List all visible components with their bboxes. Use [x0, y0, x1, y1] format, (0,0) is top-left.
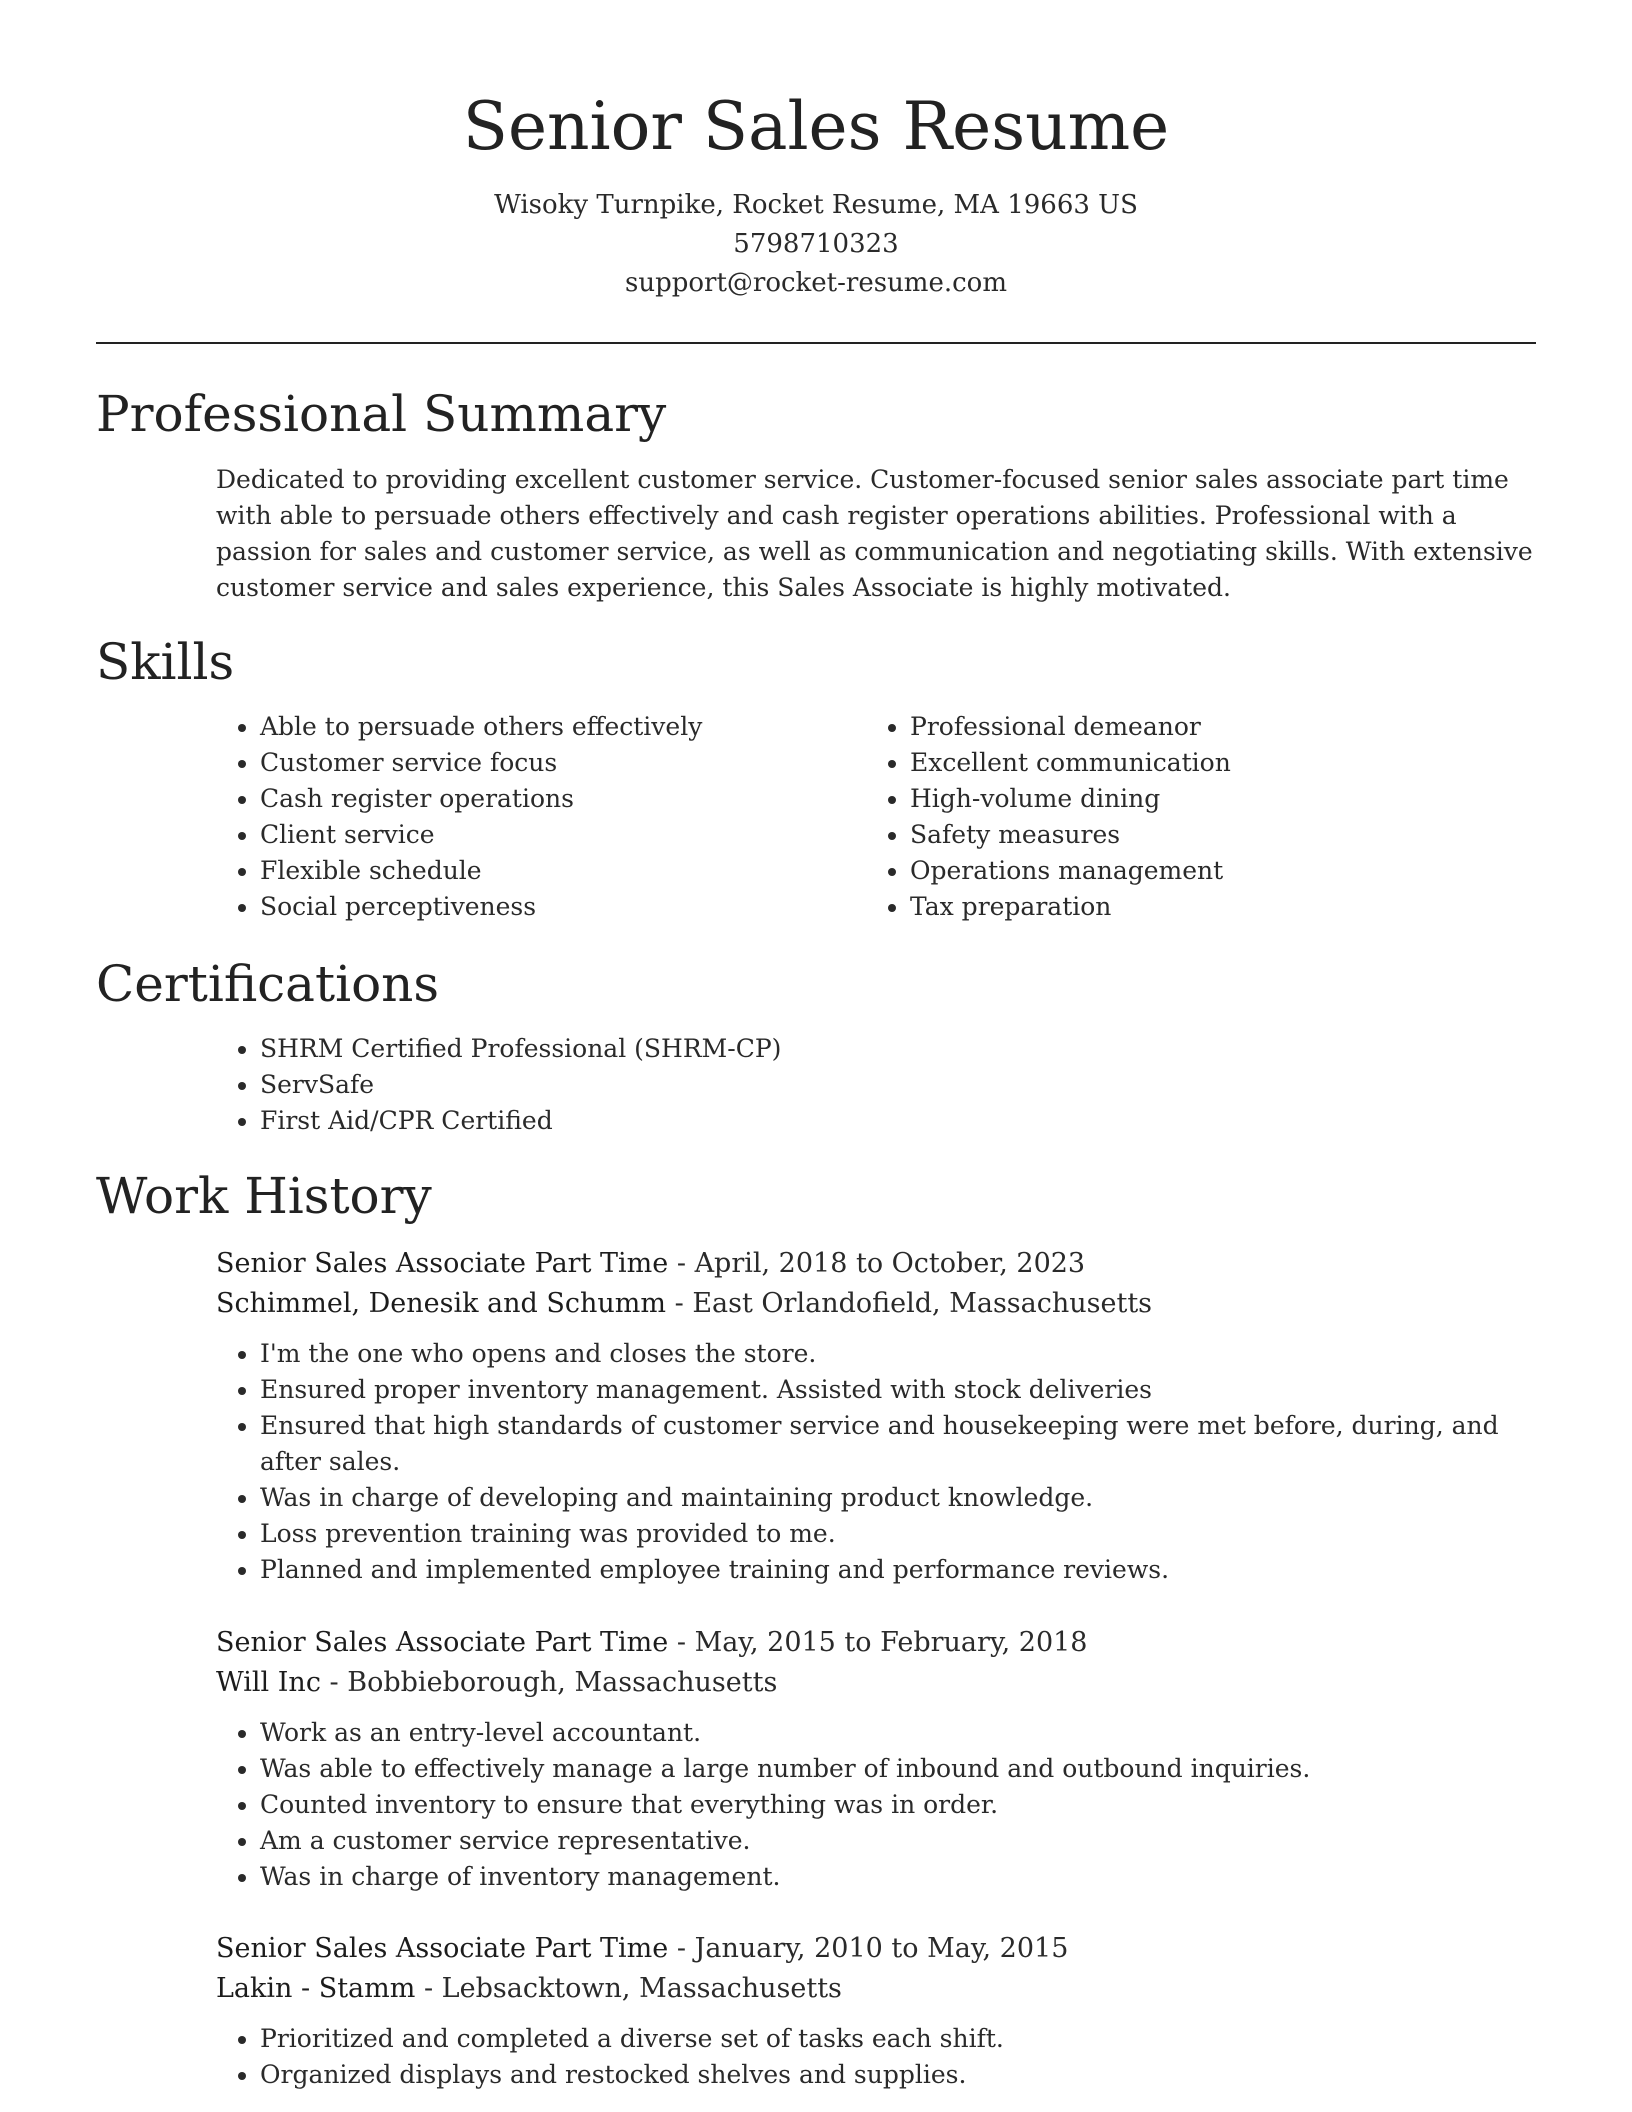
skill-item: • Safety measures	[910, 817, 1506, 853]
skill-item: • Cash register operations	[260, 781, 856, 817]
skill-item: • Flexible schedule	[260, 853, 856, 889]
job-duty: • I'm the one who opens and closes the store.	[260, 1336, 1536, 1372]
job-separator: -	[676, 1248, 695, 1279]
skills-list-right	[866, 709, 1506, 925]
job-duty: • Planned and implemented employee training and performance reviews.	[260, 1552, 1536, 1588]
job-duty: • Ensured that high standards of customer service and housekeeping were met before, during, and after sales.	[260, 1408, 1536, 1480]
job-separator: -	[676, 1627, 695, 1658]
job-company-line	[216, 1663, 1536, 1703]
job-duty: • Was able to effectively manage a large number of inbound and outbound inquiries.	[260, 1751, 1536, 1787]
skill-item: • Professional demeanor	[910, 709, 1506, 745]
job-title: Senior Sales Associate Part Time	[216, 1248, 669, 1279]
skill-item: • Customer service focus	[260, 745, 856, 781]
job-title: Senior Sales Associate Part Time	[216, 1627, 669, 1658]
job-duty: • Organized displays and restocked shelves and supplies.	[260, 2057, 1536, 2093]
job-duty: • Ensured proper inventory management. Assisted with stock deliveries	[260, 1372, 1536, 1408]
job-title-line	[216, 1623, 1536, 1663]
job-duties-list	[216, 2021, 1536, 2093]
summary-text: Dedicated to providing excellent customer service. Customer-focused senior sales associate part time with able to persuade others effectively and cash register operations abilities. Professional with a passion for sales and customer service, as well as communication and negotiating skills. With extensive customer service and sales experience, this Sales Associate is highly motivated.	[216, 465, 1533, 602]
skills-column-left	[216, 709, 856, 925]
resume-header	[0, 82, 1632, 303]
certifications-block	[216, 1031, 1516, 1139]
job-duty: • Counted inventory to ensure that everything was in order.	[260, 1787, 1536, 1823]
job-separator: -	[674, 1288, 693, 1319]
job-company: Lakin - Stamm	[216, 1973, 416, 2004]
job-separator: -	[676, 1933, 695, 1964]
contact-phone: 5798710323	[733, 229, 899, 259]
skill-item: • Social perceptiveness	[260, 889, 856, 925]
job-dates: May, 2015 to February, 2018	[694, 1627, 1088, 1658]
skills-column-right	[866, 709, 1506, 925]
job-duty: • Was in charge of developing and maintaining product knowledge.	[260, 1480, 1536, 1516]
job-location: Bobbieborough, Massachusetts	[347, 1667, 778, 1698]
job-duties-list	[216, 1715, 1536, 1895]
certifications-list	[216, 1031, 1516, 1139]
job-entry	[216, 1929, 1536, 2093]
certification-item: • ServSafe	[260, 1067, 1516, 1103]
contact-address: Wisoky Turnpike, Rocket Resume, MA 19663 US	[494, 190, 1138, 220]
job-title-line	[216, 1929, 1536, 1969]
skill-item: • Client service	[260, 817, 856, 853]
job-duty: • Loss prevention training was provided to me.	[260, 1516, 1536, 1552]
skills-list-left	[216, 709, 856, 925]
job-separator: -	[329, 1667, 348, 1698]
work-history-heading: Work History	[96, 1167, 432, 1225]
job-separator: -	[423, 1973, 442, 2004]
contact-email: support@rocket-resume.com	[624, 268, 1007, 298]
job-location: Lebsacktown, Massachusetts	[441, 1973, 842, 2004]
job-duty: • Prioritized and completed a diverse set of tasks each shift.	[260, 2021, 1536, 2057]
job-entry	[216, 1244, 1536, 1588]
job-duties-list	[216, 1336, 1536, 1588]
job-company: Schimmel, Denesik and Schumm	[216, 1288, 667, 1319]
job-company: Will Inc	[216, 1667, 321, 1698]
job-dates: April, 2018 to October, 2023	[694, 1248, 1086, 1279]
certifications-heading: Certifications	[96, 955, 440, 1013]
job-dates: January, 2010 to May, 2015	[694, 1933, 1069, 1964]
skill-item: • Able to persuade others effectively	[260, 709, 856, 745]
job-entry	[216, 1623, 1536, 1895]
job-company-line	[216, 1969, 1536, 2009]
skill-item: • Excellent communication	[910, 745, 1506, 781]
skill-item: • Tax preparation	[910, 889, 1506, 925]
header-divider	[96, 342, 1536, 344]
job-duty: • Was in charge of inventory management.	[260, 1859, 1536, 1895]
job-title: Senior Sales Associate Part Time	[216, 1933, 669, 1964]
summary-heading: Professional Summary	[96, 385, 667, 443]
skill-item: • High-volume dining	[910, 781, 1506, 817]
job-duty: • Am a customer service representative.	[260, 1823, 1536, 1859]
job-location: East Orlandofield, Massachusetts	[692, 1288, 1153, 1319]
job-duty: • Work as an entry-level accountant.	[260, 1715, 1536, 1751]
skill-item: • Operations management	[910, 853, 1506, 889]
job-company-line	[216, 1284, 1536, 1324]
certification-item: • First Aid/CPR Certified	[260, 1103, 1516, 1139]
certification-item: • SHRM Certified Professional (SHRM-CP)	[260, 1031, 1516, 1067]
skills-heading: Skills	[96, 633, 235, 691]
job-title-line	[216, 1244, 1536, 1284]
resume-title: Senior Sales Resume	[462, 88, 1170, 165]
